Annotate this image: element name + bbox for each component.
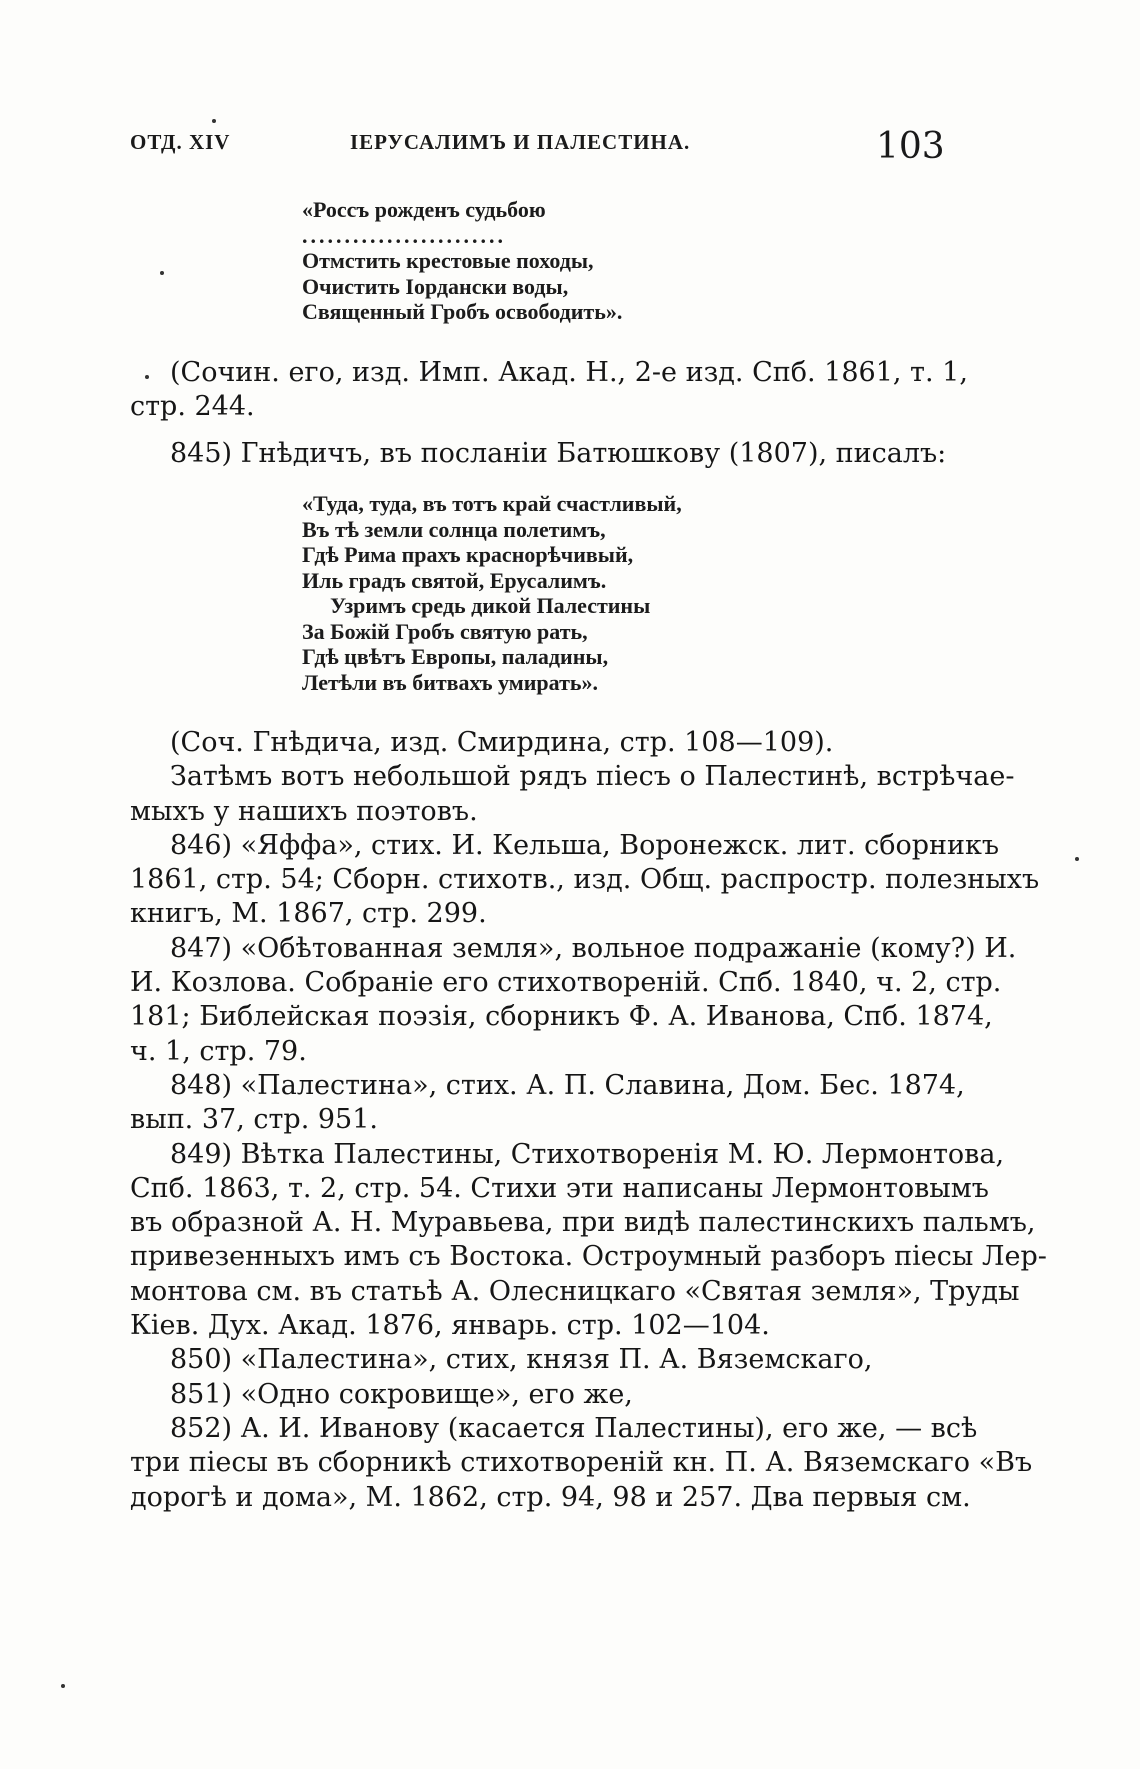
entry-846: 846) «Яффа», стих. И. Кельша, Воронежск. лит. сборникъ bbox=[170, 829, 1000, 861]
print-speck bbox=[145, 375, 149, 379]
verse-line: Очистить Іордански воды, bbox=[302, 273, 569, 299]
text-line: привезенныхъ имъ съ Востока. Остроумный разборъ піесы Лер- bbox=[130, 1241, 1047, 1273]
print-speck bbox=[212, 119, 216, 123]
verse-quote-1 bbox=[302, 197, 622, 325]
print-speck bbox=[61, 1684, 65, 1688]
entry-852: 852) А. И. Иванову (касается Палестины), его же, — всѣ bbox=[170, 1412, 978, 1444]
verse-line: Отмстить крестовые походы, bbox=[302, 248, 594, 273]
text-line: три піесы въ сборникѣ стихотвореній кн. П. А. Вяземскаго «Въ bbox=[130, 1447, 1033, 1479]
page-number: 103 bbox=[876, 126, 945, 167]
print-speck bbox=[1075, 857, 1079, 861]
verse-line: «Россъ рожденъ судьбою bbox=[302, 197, 546, 222]
text-line: И. Козлова. Собраніе его стихотвореній. Спб. 1840, ч. 2, стр. bbox=[130, 967, 1002, 999]
text-line: стр. 244. bbox=[130, 391, 255, 423]
entry-848: 848) «Палестина», стих. А. П. Славина, Дом. Бес. 1874, bbox=[170, 1069, 965, 1101]
text-line: ч. 1, стр. 79. bbox=[130, 1035, 307, 1067]
text-line: мыхъ у нашихъ поэтовъ. bbox=[130, 795, 478, 827]
verse-line: Священный Гробъ освободить». bbox=[302, 299, 623, 324]
text-line: монтова см. въ статьѣ А. Олесницкаго «Святая земля», Труды bbox=[130, 1275, 1020, 1307]
text-line: 181; Библейская поэзія, сборникъ Ф. А. Иванова, Спб. 1874, bbox=[130, 1001, 993, 1033]
running-head-section: ОТД. XIV bbox=[130, 130, 231, 154]
text-line: вып. 37, стр. 951. bbox=[130, 1104, 378, 1136]
verse-quote-2 bbox=[302, 491, 682, 695]
text-line: книгъ, М. 1867, стр. 299. bbox=[130, 898, 487, 930]
verse-line: Летѣли въ битвахъ умирать». bbox=[302, 669, 599, 695]
entry-849: 849) Вѣтка Палестины, Стихотворенія М. Ю. Лермонтова, bbox=[170, 1138, 1005, 1170]
entry-847: 847) «Обѣтованная земля», вольное подражаніе (кому?) И. bbox=[170, 932, 1017, 964]
text-line: 1861, стр. 54; Сборн. стихотв., изд. Общ. распростр. полезныхъ bbox=[130, 864, 1040, 896]
entry-850: 850) «Палестина», стих, князя П. А. Вяземскаго, bbox=[170, 1344, 873, 1376]
text-line: Кiев. Дух. Акад. 1876, январь. стр. 102—104. bbox=[130, 1310, 770, 1342]
text-line: въ образной А. Н. Муравьева, при видѣ палестинскихъ пальмъ, bbox=[130, 1207, 1036, 1239]
text-line: (Соч. Гнѣдича, изд. Смирдина, стр. 108—109). bbox=[170, 727, 834, 758]
verse-line: Узримъ средь дикой Палестины bbox=[330, 593, 651, 618]
verse-line: «Туда, туда, въ тотъ край счастливый, bbox=[302, 491, 682, 516]
verse-line: Гдѣ Рима прахъ краснорѣчивый, bbox=[302, 542, 634, 567]
verse-line: Въ тѣ земли солнца полетимъ, bbox=[302, 516, 606, 542]
text-line: Спб. 1863, т. 2, стр. 54. Стихи эти написаны Лермонтовымъ bbox=[130, 1172, 989, 1204]
text-line: дорогѣ и дома», М. 1862, стр. 94, 98 и 257. Два первыя см. bbox=[130, 1481, 971, 1513]
verse-line: Иль градъ святой, Ерусалимъ. bbox=[302, 567, 607, 593]
verse-ellipsis: ........................ bbox=[302, 222, 506, 248]
print-speck bbox=[160, 271, 164, 275]
entry-851: 851) «Одно сокровище», его же, bbox=[170, 1378, 633, 1410]
running-head-title: ІЕРУСАЛИМЪ И ПАЛЕСТИНА. bbox=[350, 130, 691, 154]
main-text bbox=[130, 726, 1047, 1515]
verse-line: Гдѣ цвѣтъ Европы, паладины, bbox=[302, 644, 609, 669]
text-line: (Сочин. его, изд. Имп. Акад. Н., 2-е изд. Спб. 1861, т. 1, bbox=[170, 357, 968, 388]
text-line: 845) Гнѣдичъ, въ посланіи Батюшкову (1807), писалъ: bbox=[170, 438, 947, 469]
verse-line: За Божій Гробъ святую рать, bbox=[302, 618, 588, 644]
entry-845 bbox=[130, 437, 947, 471]
text-line: Затѣмъ вотъ небольшой рядъ піесъ о Палестинѣ, встрѣчае- bbox=[170, 761, 1015, 793]
citation-paragraph bbox=[130, 356, 968, 425]
